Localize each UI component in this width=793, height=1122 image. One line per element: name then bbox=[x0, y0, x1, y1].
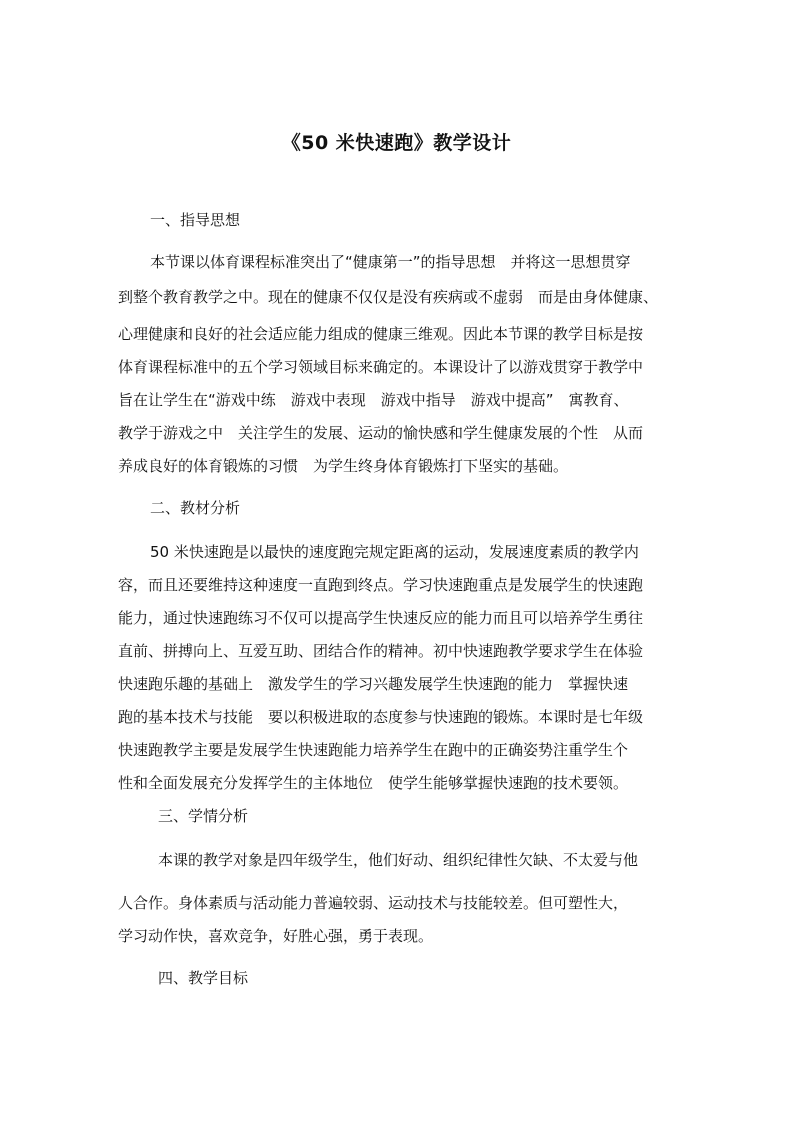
paragraph-line: 本课的教学对象是四年级学生，他们好动、组织纪律性欠缺、不太爱与他 bbox=[158, 851, 639, 869]
paragraph-line: 直前、拼搏向上、互爱互助、团结合作的精神。初中快速跑教学要求学生在体验 bbox=[118, 642, 644, 660]
paragraph-line: 人合作。身体素质与活动能力普遍较弱、运动技术与技能较差。但可塑性大， bbox=[118, 894, 629, 912]
paragraph-line: 到整个教育教学之中。现在的健康不仅仅是没有疾病或不虚弱 而是由身体健康、 bbox=[118, 288, 659, 306]
paragraph-line: 教学于游戏之中 关注学生的发展、运动的愉快感和学生健康发展的个性 从而 bbox=[118, 424, 644, 442]
paragraph-line: 本节课以体育课程标准突出了“健康第一”的指导思想 并将这一思想贯穿 bbox=[150, 253, 631, 271]
paragraph-line: 容，而且还要维持这种速度一直跑到终点。学习快速跑重点是发展学生的快速跑 bbox=[118, 576, 644, 594]
paragraph-line: 体育课程标准中的五个学习领域目标来确定的。本课设计了以游戏贯穿于教学中 bbox=[118, 358, 644, 376]
paragraph-line: 性和全面发展充分发挥学生的主体地位 使学生能够掌握快速跑的技术要领。 bbox=[118, 774, 629, 792]
section-heading-teaching-objectives: 四、教学目标 bbox=[158, 969, 249, 987]
paragraph-line: 旨在让学生在“游戏中练 游戏中表现 游戏中指导 游戏中提高” 寓教育、 bbox=[118, 391, 629, 409]
paragraph-line: 跑的基本技术与技能 要以积极进取的态度参与快速跑的锻炼。本课时是七年级 bbox=[118, 708, 644, 726]
section-heading-material-analysis: 二、教材分析 bbox=[150, 499, 241, 517]
section-heading-student-analysis: 三、学情分析 bbox=[158, 807, 249, 825]
document-title: 《50 米快速跑》教学设计 bbox=[281, 132, 512, 154]
paragraph-line: 学习动作快，喜欢竞争，好胜心强，勇于表现。 bbox=[118, 927, 434, 945]
paragraph-line: 50 米快速跑是以最快的速度跑完规定距离的运动，发展速度素质的教学内 bbox=[150, 543, 639, 561]
paragraph-line: 快速跑教学主要是发展学生快速跑能力培养学生在跑中的正确姿势注重学生个 bbox=[118, 741, 629, 759]
paragraph-line: 养成良好的体育锻炼的习惯 为学生终身体育锻炼打下坚实的基础。 bbox=[118, 457, 569, 475]
paragraph-line: 能力，通过快速跑练习不仅可以提高学生快速反应的能力而且可以培养学生勇往 bbox=[118, 609, 644, 627]
paragraph-line: 快速跑乐趣的基础上 激发学生的学习兴趣发展学生快速跑的能力 掌握快速 bbox=[118, 675, 629, 693]
paragraph-line: 心理健康和良好的社会适应能力组成的健康三维观。因此本节课的教学目标是按 bbox=[118, 325, 644, 343]
section-heading-guiding-ideology: 一、指导思想 bbox=[150, 211, 241, 229]
